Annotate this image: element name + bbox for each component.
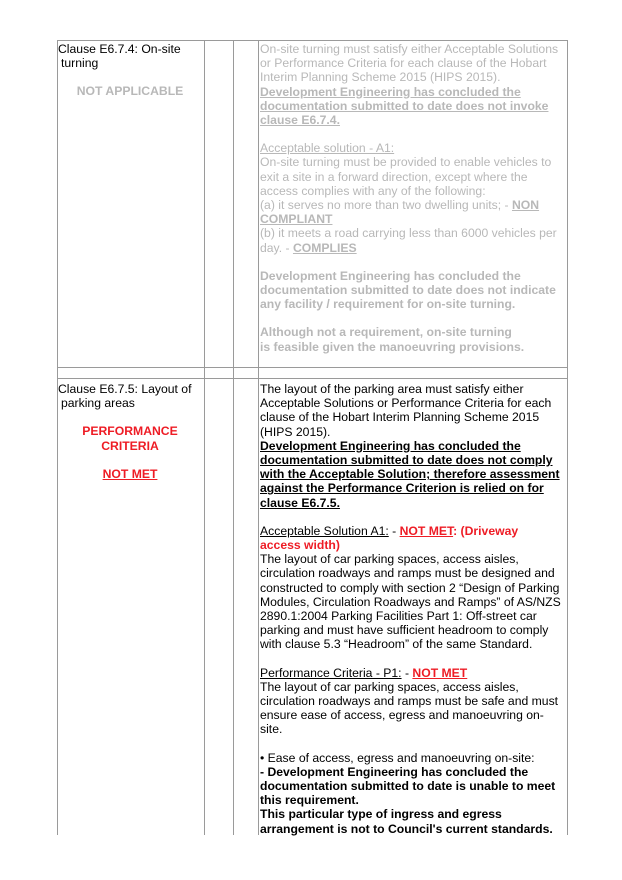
- table-divider-1: [204, 40, 205, 835]
- row1-clause-cell: [58, 42, 202, 99]
- row-divider-b: [57, 378, 568, 379]
- row1-intro: On-site turning must satisfy either Acceptable Solutions or Performance Criteria for each clause of the Hobart Interim Planning Scheme 2015 (HIPS 2015).: [260, 42, 559, 85]
- row1-detail-cell: [260, 42, 562, 354]
- row1-clause-title: Clause E6.7.4: On-site turning: [58, 42, 181, 71]
- row2-detail-cell: [260, 382, 562, 836]
- row2-status-line-1: PERFORMANCE: [82, 424, 178, 439]
- row1-acceptable-solution-heading: Acceptable solution - A1:: [260, 141, 395, 156]
- row1-note-line-1: Although not a requirement, on-site turning: [260, 325, 512, 340]
- row1-conclusion: Development Engineering has concluded the documentation submitted to date does not invoke clause E6.7.4.: [260, 84, 549, 128]
- row2-as-status: NOT MET: [399, 523, 454, 538]
- row1-item-b: [260, 226, 562, 254]
- row2-finding-2: This particular type of ingress and egress arrangement is not to Council's current standards.: [260, 807, 553, 836]
- row1-note-line-2: is feasible given the manoeuvring provisions.: [260, 339, 525, 354]
- row1-conclusion-2: Development Engineering has concluded the documentation submitted to date does not indicate any facility / requirement for on-site turning.: [260, 268, 556, 312]
- row2-acceptable-solution-text: The layout of car parking spaces, access aisles, circulation roadways and ramps must be designed and constructed to comply with section 2 “Design of Parking Modules, Circulation Roadways and Ramps” of AS/NZS 2890.1:2004 Parking Facilities Part 1: Off-street car parking and must have sufficient headroom to comply with clause 5.3 “Headroom” of the same Standard.: [260, 552, 561, 652]
- row2-pc-status: NOT MET: [412, 665, 468, 680]
- table-divider-3: [258, 40, 259, 835]
- row2-clause-title: Clause E6.7.5: Layout of parking areas: [58, 382, 192, 411]
- row2-status-line-3: NOT MET: [102, 466, 158, 481]
- row1-acceptable-solution-text: On-site turning must be provided to enable vehicles to exit a site in a forward direction, except where the access complies with any of the following:: [260, 155, 552, 198]
- row2-performance-criteria-heading-line: [260, 666, 562, 680]
- row1-item-a-status: NON COMPLIANT: [260, 198, 540, 227]
- table-divider-2: [233, 40, 234, 835]
- row2-bullet: • Ease of access, egress and manoeuvring on-site:: [260, 750, 535, 765]
- row2-performance-criteria-text: The layout of car parking spaces, access aisles, circulation roadways and ramps must be safe and must ensure ease of access, egress and manoeuvring on-site.: [260, 679, 559, 737]
- row1-item-b-text: (b) it meets a road carrying less than 6000 vehicles per day. -: [260, 226, 557, 255]
- row2-as-sep: -: [388, 523, 400, 538]
- row2-acceptable-solution-heading-line: [260, 524, 562, 552]
- row2-acceptable-solution-heading: Acceptable Solution A1:: [260, 523, 389, 538]
- row2-intro: The layout of the parking area must satisfy either Acceptable Solutions or Performance Criteria for each clause of the Hobart Interim Planning Scheme 2015 (HIPS 2015).: [260, 382, 552, 439]
- row1-item-b-status: COMPLIES: [292, 240, 357, 255]
- row1-item-a: [260, 198, 562, 226]
- row2-status-line-2: CRITERIA: [101, 438, 159, 453]
- row2-pc-sep: -: [401, 665, 413, 680]
- row2-finding-1: - Development Engineering has concluded the documentation submitted to date is unable to meet this requirement.: [260, 764, 556, 808]
- row2-as-note: (Driveway access width): [260, 523, 519, 553]
- row2-conclusion: Development Engineering has concluded the documentation submitted to date does not comply with the Acceptable Solution; therefore assessment against the Performance Criterion is relied on for clause E6.7.5.: [260, 438, 560, 510]
- row2-as-colon: :: [453, 523, 461, 538]
- row1-item-a-text: (a) it serves no more than two dwelling units; -: [260, 198, 512, 213]
- table-border-right: [567, 40, 568, 835]
- row-divider-a: [57, 367, 568, 368]
- table-border-top: [57, 40, 568, 41]
- row2-clause-cell: [58, 382, 202, 481]
- row2-performance-criteria-heading: Performance Criteria - P1:: [260, 665, 402, 680]
- row1-status-badge: NOT APPLICABLE: [76, 84, 184, 99]
